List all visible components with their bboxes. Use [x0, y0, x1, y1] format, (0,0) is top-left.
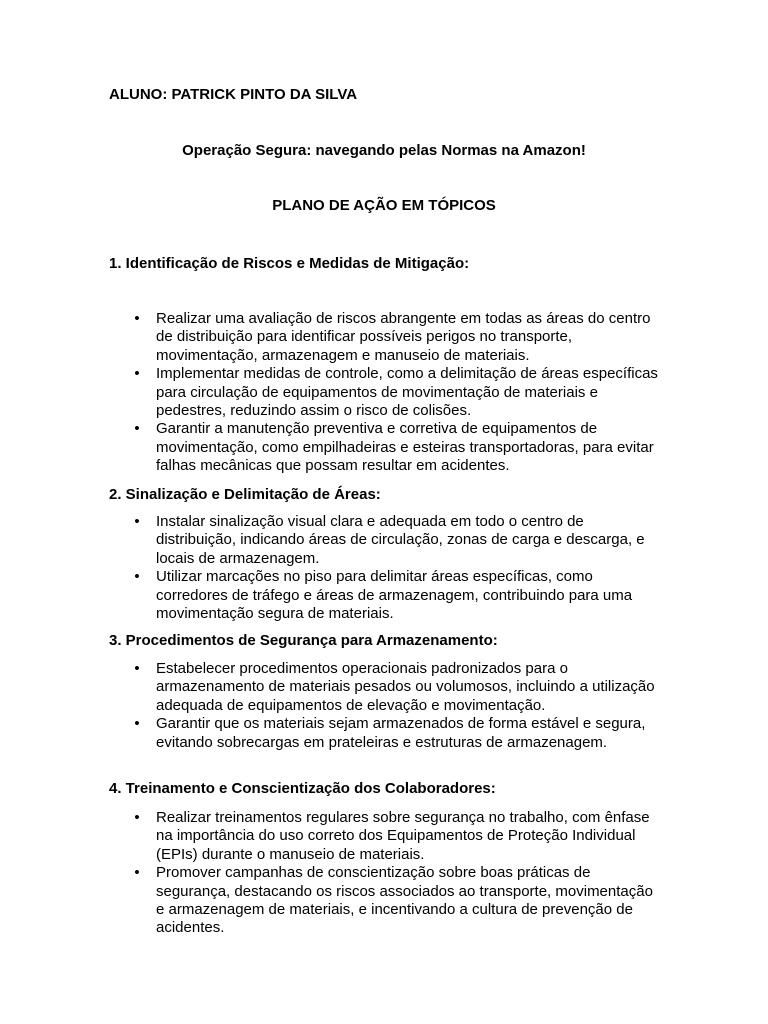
list-item — [0, 513, 661, 568]
list-item — [0, 568, 661, 623]
bullet-icon: • — [134, 809, 140, 826]
list-item-text: Utilizar marcações no piso para delimitar áreas específicas, como corredores de tráfego e áreas de armazenagem, contribuindo para uma movimentação segura de materiais. — [156, 568, 633, 623]
section-heading-1: 1. Identificação de Riscos e Medidas de Mitigação: — [109, 255, 470, 272]
section-heading-2: 2. Sinalização e Delimitação de Áreas: — [109, 486, 381, 503]
section-list-3 — [0, 660, 768, 752]
bullet-icon: • — [134, 365, 140, 383]
list-item-text: Realizar uma avaliação de riscos abrangente em todas as áreas do centro de distribuição para identificar possíveis perigos no transporte, movimentação, armazenagem e manuseio de materiais. — [156, 310, 651, 364]
list-item — [0, 310, 661, 365]
section-list-1 — [0, 310, 768, 476]
section-list-4 — [0, 809, 768, 938]
list-item-text: Estabelecer procedimentos operacionais padronizados para o armazenamento de materiais pesados ou volumosos, incluindo a utilização adequada de equipamentos de elevação e movimentação. — [156, 660, 655, 714]
document-subtitle: Operação Segura: navegando pelas Normas na Amazon! — [182, 142, 586, 159]
bullet-icon: • — [134, 310, 140, 327]
bullet-icon: • — [134, 660, 140, 677]
list-item — [0, 660, 661, 715]
plan-title: PLANO DE AÇÃO EM TÓPICOS — [272, 197, 496, 214]
section-list-2 — [0, 513, 768, 623]
list-item — [0, 809, 661, 864]
list-item-text: Instalar sinalização visual clara e adequada em todo o centro de distribuição, indicando áreas de circulação, zonas de carga e descarga, e locais de armazenagem. — [156, 513, 645, 567]
list-item — [0, 420, 661, 475]
bullet-icon: • — [134, 420, 140, 438]
list-item-text: Garantir a manutenção preventiva e corretiva de equipamentos de movimentação, como empilhadeiras e esteiras transportadoras, para evitar falhas mecânicas que possam resultar em acidentes. — [156, 420, 654, 475]
list-item-text: Implementar medidas de controle, como a delimitação de áreas específicas para circulação de equipamentos de movimentação de materiais e pedestres, reduzindo assim o risco de colisões. — [156, 365, 658, 420]
list-item-text: Promover campanhas de conscientização sobre boas práticas de segurança, destacando os riscos associados ao transporte, movimentação e armazenagem de materiais, e incentivando a cultura de prevenção de acidentes. — [156, 864, 653, 937]
bullet-icon: • — [134, 715, 140, 733]
list-item — [0, 365, 661, 420]
bullet-icon: • — [134, 513, 140, 530]
list-item — [0, 715, 661, 752]
list-item-text: Garantir que os materiais sejam armazenados de forma estável e segura, evitando sobrecargas em prateleiras e estruturas de armazenagem. — [156, 715, 646, 751]
student-name: ALUNO: PATRICK PINTO DA SILVA — [109, 86, 358, 103]
bullet-icon: • — [134, 568, 140, 586]
section-heading-3: 3. Procedimentos de Segurança para Armazenamento: — [109, 632, 498, 649]
section-heading-4: 4. Treinamento e Conscientização dos Colaboradores: — [109, 780, 496, 797]
list-item-text: Realizar treinamentos regulares sobre segurança no trabalho, com ênfase na importância do uso correto dos Equipamentos de Proteção Individual (EPIs) durante o manuseio de materiais. — [156, 809, 650, 863]
list-item — [0, 864, 661, 938]
bullet-icon: • — [134, 864, 140, 882]
